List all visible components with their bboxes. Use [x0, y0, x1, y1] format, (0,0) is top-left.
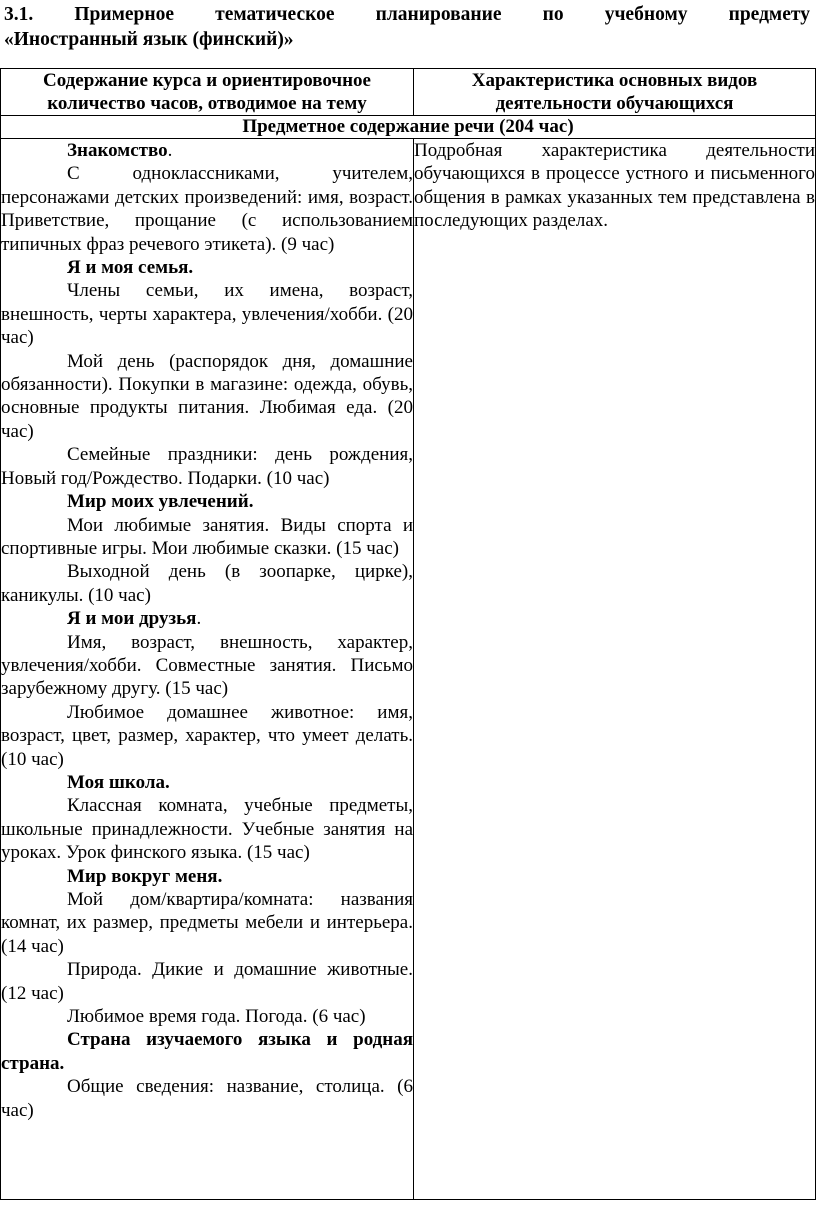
topic-paragraph: Природа. Дикие и домашние животные. (12 час) [1, 959, 413, 1004]
topic-paragraph: Любимое время года. Погода. (6 час) [67, 1006, 366, 1028]
document-heading [4, 2, 810, 52]
topic-paragraph: Семейные праздники: день рождения, Новый год/Рождество. Подарки. (10 час) [1, 444, 413, 489]
heading-word: планирование [375, 4, 502, 25]
section-row [1, 116, 816, 139]
topic-paragraph: Общие сведения: название, столица. (6 час) [1, 1076, 413, 1121]
heading-word: тематическое [215, 4, 335, 25]
course-content-cell [1, 139, 414, 1200]
table-header-row [1, 69, 816, 116]
topic-title [1, 607, 413, 630]
column-header-content [1, 69, 414, 116]
topic-title [1, 771, 413, 794]
topic-title-suffix: . [196, 608, 202, 630]
topic-title-text: Я и мои друзья [67, 608, 197, 630]
heading-line-1 [4, 2, 810, 27]
topic-title-text: Мир вокруг меня. [67, 865, 223, 887]
topic-title-text: Знакомство [67, 140, 168, 161]
topic-paragraph: Мой день (распорядок дня, домашние обязанности). Покупки в магазине: одежда, обувь, основные продукты питания. Любимая еда. (20 час) [1, 350, 413, 442]
header-line: Содержание курса и ориентировочное [42, 70, 371, 91]
topic-paragraph: Любимое домашнее животное: имя, возраст, цвет, размер, характер, что умеет делать.(10 час) [1, 701, 413, 770]
topic-title-text: Я и моя семья. [67, 257, 194, 279]
activities-description: Подробная характеристика деятельности обучающихся в процессе устного и письменного общения в рамках указанных тем представлена в последующих разделах. [414, 140, 815, 232]
topic-paragraph: Члены семьи, их имена, возраст, внешность, черты характера, увлечения/хобби. (20 час) [1, 280, 413, 349]
planning-table [0, 68, 816, 1200]
topic-title [1, 865, 413, 888]
activities-description-cell [414, 139, 816, 1200]
topic-title [1, 490, 413, 513]
heading-word: предмету [728, 4, 810, 25]
topic-title-text: Мир моих увлечений. [67, 491, 254, 513]
heading-word: учебному [604, 4, 688, 25]
topic-title [1, 256, 413, 279]
topic-paragraph: Мои любимые занятия. Виды спорта и спортивные игры. Мои любимые сказки. (15 час) [1, 514, 413, 559]
topic-title [1, 139, 413, 162]
topic-paragraph: Классная комната, учебные предметы, школьные принадлежности. Учебные занятия на уроках. Урок финского языка. (15 час) [1, 795, 413, 864]
topic-paragraph: Имя, возраст, внешность, характер, увлечения/хобби. Совместные занятия. Письмо зарубежному другу. (15 час) [1, 631, 413, 700]
column-header-activities [414, 69, 816, 116]
topic-paragraph: Выходной день (в зоопарке, цирке), каникулы. (10 час) [1, 561, 413, 606]
heading-word: Примерное [74, 4, 175, 25]
section-title: Предметное содержание речи (204 час) [1, 116, 816, 139]
heading-line-2: «Иностранный язык (финский)» [4, 29, 294, 50]
topic-title-text: Страна изучаемого языка и родная страна. [1, 1029, 413, 1074]
header-line: количество часов, отводимое на тему [47, 93, 367, 114]
table-row [1, 139, 816, 1200]
header-line: деятельности обучающихся [495, 93, 734, 114]
heading-word: по [542, 4, 564, 25]
header-line: Характеристика основных видов [471, 70, 758, 91]
topic-title-suffix: . [167, 140, 173, 161]
topic-title-text: Моя школа. [67, 771, 170, 793]
topic-paragraph: С одноклассниками, учителем, персонажами детских произведений: имя, возраст. Приветствие, прощание (с использованием типичных фраз речевого этикета). (9 час) [1, 163, 413, 255]
topic-paragraph: Мой дом/квартира/комната: названия комнат, их размер, предметы мебели и интерьера. (14 час) [1, 889, 413, 957]
topic-title [1, 1028, 413, 1075]
heading-word: 3.1. [4, 4, 34, 25]
